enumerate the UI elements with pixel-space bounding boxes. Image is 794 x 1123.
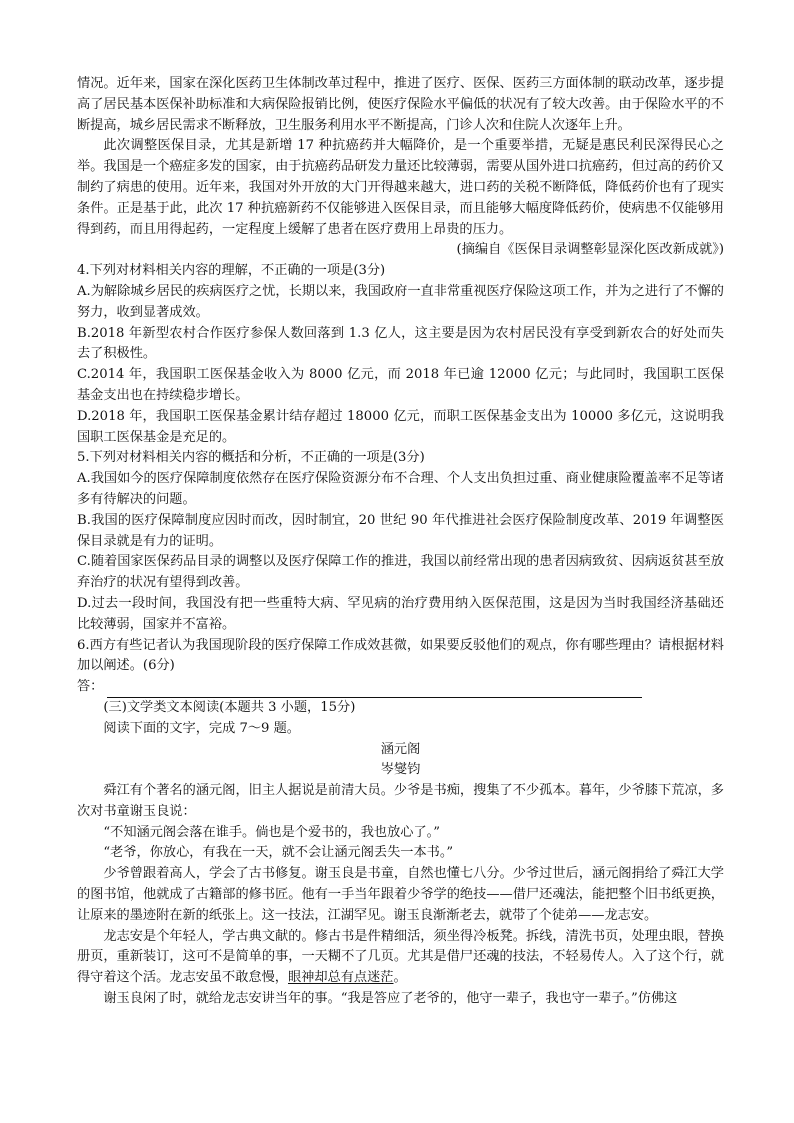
story-paragraph-3: “老爷，你放心，有我在一天，就不会让涵元阁丢失一本书。” <box>103 845 454 861</box>
story-paragraph-5 <box>77 927 724 989</box>
story-paragraph-5-end: 。 <box>393 970 407 986</box>
question-5-option-c: C.随着国家医保药品目录的调整以及医疗保障工作的推进，我国以前经常出现的患者因病致贫、因病返贫甚至放弃治疗的状况有望得到改善。 <box>77 554 724 591</box>
story-paragraph-1: 舜江有个著名的涵元阁，旧主人据说是前清大员。少爷是书痴，搜集了不少孤本。暮年，少爷膝下荒凉，多次对书童谢玉良说： <box>77 783 724 819</box>
story-paragraph-4: 少爷曾跟着高人，学会了古书修复。谢玉良是书童，自然也懂七八分。少爷过世后，涵元阁捐给了舜江大学的图书馆，他就成了古籍部的修书匠。他有一手当年跟着少爷学的绝技——借尸还魂法，能把整个旧书纸更换，让原来的墨迹附在新的纸张上。这一技法，江湖罕见。谢玉良渐渐老去，就带了个徒弟——龙志安。 <box>77 866 724 923</box>
question-4-option-d: D.2018 年，我国职工医保基金累计结存超过 18000 亿元，而职工医保基金支出为 10000 多亿元，这说明我国职工医保基金是充足的。 <box>77 408 724 445</box>
passage-paragraph-1: 情况。近年来，国家在深化医药卫生体制改革过程中，推进了医疗、医保、医药三方面体制的联动改革，逐步提高了居民基本医保补助标准和大病保险报销比例，使医疗保险水平偏低的状况有了较大改善。由于保险水平的不断提高，城乡居民需求不断释放，卫生服务利用水平不断提高，门诊人次和住院人次逐年上升。 <box>77 76 724 133</box>
section-3-title: (三)文学类文本阅读(本题共 3 小题，15分) <box>103 699 356 715</box>
question-4-option-b: B.2018 年新型农村合作医疗参保人数回落到 1.3 亿人，这主要是因为农村居民没有享受到新农合的好处而失去了积极性。 <box>77 325 724 362</box>
section-3-instruction: 阅读下面的文字，完成 7～9 题。 <box>103 720 300 736</box>
question-4-option-a: A.为解除城乡居民的疾病医疗之忧，长期以来，我国政府一直非常重视医疗保险这项工作，并为之进行了不懈的努力，收到显著成效。 <box>77 283 724 320</box>
underlined-phrase: 眼神却总有点迷茫 <box>288 970 394 986</box>
exam-page <box>77 74 724 1010</box>
question-6-stem: 6.西方有些记者认为我国现阶段的医疗保障工作成效甚微，如果要反驳他们的观点，你有哪些理由？请根据材料加以阐述。(6分) <box>77 637 724 674</box>
question-5-option-d: D.过去一段时间，我国没有把一些重特大病、罕见病的治疗费用纳入医保范围，这是因为当时我国经济基础还比较薄弱，国家并不富裕。 <box>77 595 724 632</box>
story-author: 岑燮钧 <box>380 762 421 778</box>
passage-source: (摘编自《医保目录调整彰显深化医改新成就》) <box>456 242 724 258</box>
passage-paragraph-2: 此次调整医保目录，尤其是新增 17 种抗癌药并大幅降价，是一个重要举措，无疑是惠民利民深得民心之举。我国是一个癌症多发的国家，由于抗癌药品研发力量还比较薄弱，需要从国外进口抗癌药，但过高的药价又制约了病患的使用。近年来，我国对外开放的大门开得越来越大，进口药的关税不断降低，降低药价也有了现实条件。正是基于此，此次 17 种抗癌新药不仅能够进入医保目录，而且能够大幅度降低药价，使病患不仅能够用得到药，而且用得起药，一定程度上缓解了患者在医疗费用上昂贵的压力。 <box>77 138 724 237</box>
answer-row <box>77 677 724 698</box>
question-4-option-c: C.2014 年，我国职工医保基金收入为 8000 亿元，而 2018 年已逾 12000 亿元；与此同时，我国职工医保基金支出也在持续稳步增长。 <box>77 367 724 403</box>
answer-line[interactable] <box>107 683 642 698</box>
question-5-stem: 5.下列对材料相关内容的概括和分析，不正确的一项是(3分) <box>77 450 425 466</box>
question-4-stem: 4.下列对材料相关内容的理解，不正确的一项是(3分) <box>77 263 386 279</box>
story-paragraph-6: 谢玉良闲了时，就给龙志安讲当年的事。“我是答应了老爷的，他守一辈子，我也守一辈子。”仿佛这 <box>103 991 678 1007</box>
question-5-option-b: B.我国的医疗保障制度应因时而改，因时制宜，20 世纪 90 年代推进社会医疗保险制度改革、2019 年调整医保目录就是有力的证明。 <box>77 512 724 549</box>
story-paragraph-5-text: 龙志安是个年轻人，学古典文献的。修古书是件精细活，须坐得冷板凳。拆线，清洗书页，处理虫眼，替换册页，重新装订，这可不是简单的事，一天糊不了几页。尤其是借尸还魂的技法，不轻易传人。入了这个行，就得守着这个活。龙志安虽不敢怠慢， <box>77 928 724 986</box>
answer-label: 答： <box>77 679 104 695</box>
question-5-option-a: A.我国如今的医疗保障制度依然存在医疗保险资源分布不合理、个人支出负担过重、商业健康险覆盖率不足等诸多有待解决的问题。 <box>77 471 724 507</box>
story-title: 涵元阁 <box>380 741 421 757</box>
story-paragraph-2: “不知涵元阁会落在谁手。倘也是个爱书的，我也放心了。” <box>103 824 440 840</box>
